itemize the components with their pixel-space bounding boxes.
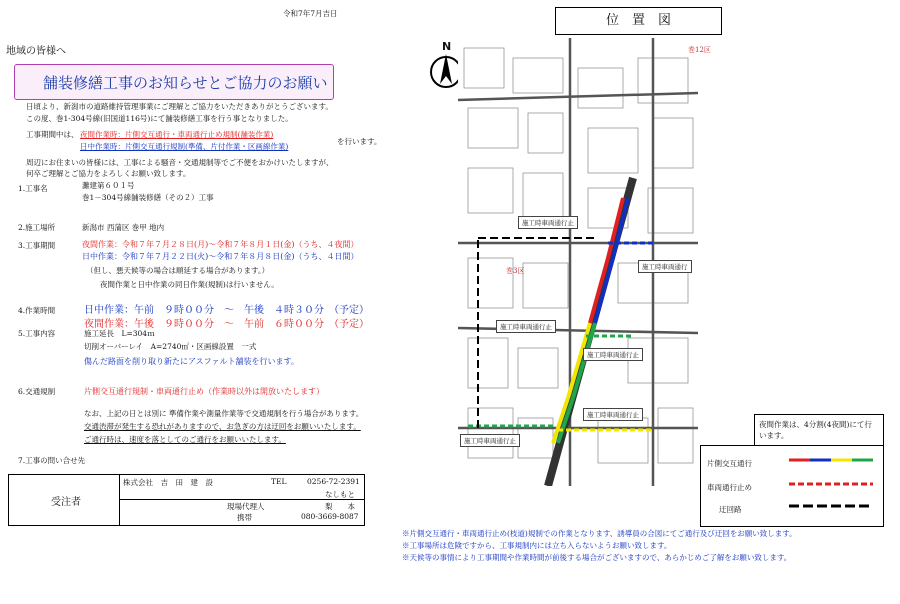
s6-value: 片側交互通行規制・車両通行止め（作業時以外は開放いたします）	[84, 387, 324, 396]
night-note-box	[754, 414, 884, 446]
map-district-2: 巻12区	[688, 46, 711, 54]
s1-line-1: 灘建第６０１号	[82, 181, 135, 190]
night-note: 夜間作業は、4分割(4夜間)にて行います。	[759, 420, 872, 440]
contractor-role: 受注者	[51, 497, 81, 508]
map-label-closure3: 施工時車両通行止	[583, 408, 643, 421]
contractor-role-cell	[9, 475, 120, 525]
s5-label: 5.工事内容	[18, 329, 56, 338]
period-intro-day: 日中作業時：片側交互通行規制(準備、片付作業・区画線作業)	[80, 142, 289, 151]
legend-alternate-swatch	[789, 456, 873, 464]
period-intro-night: 夜間作業時：片側交互通行・車両通行止め規制(舗装作業)	[80, 130, 274, 139]
legend-detour-label: 迂回路	[719, 505, 742, 514]
s2-value: 新潟市 西蒲区 巻甲 地内	[82, 223, 165, 232]
footnote-3: ※天候等の事情により工事期間や作業時間が前後する場合がございますので、あらかじめご了解をお願い致します。	[402, 553, 792, 562]
tel-label: TEL	[271, 477, 287, 486]
footnote-1: ※片側交互通行・車両通行止め(枝道)規制での作業となります、誘導員の合図にてご通行及び迂回をお願い致します。	[402, 529, 797, 538]
title-banner	[14, 64, 334, 100]
intro-line-2: この度、巻1-304号線(旧国道116号)にて舗装修繕工事を行う事となりました。	[26, 114, 293, 123]
legend-closure-swatch	[789, 480, 873, 488]
date: 令和7年7月吉日	[283, 9, 338, 18]
s3-label: 3.工事期間	[18, 241, 56, 250]
mobile-number: 080-3669-8087	[301, 512, 359, 521]
tel-number: 0256-72-2391	[307, 477, 360, 486]
legend-box	[700, 445, 884, 527]
s3-note: 夜間作業と日中作業の同日作業(規制)は行いません。	[100, 280, 279, 289]
map-label-alternate1: 施工時車両通行	[638, 260, 692, 273]
s4-day: 日中作業：午前 ９時００分 ～ 午後 ４時３０分 （予定）	[84, 305, 369, 316]
s6-p3: ご通行時は、速度を落としてのご通行をお願いいたします。	[84, 435, 286, 444]
page-title: 舗装修繕工事のお知らせとご協力のお願い	[43, 74, 328, 92]
company-name: 株式会社 吉 田 建 設	[123, 478, 213, 487]
s5-line-1: 施工延長 L=304ｍ	[84, 329, 155, 338]
s4-night: 夜間作業：午後 ９時００分 ～ 午前 ６時００分 （予定）	[84, 319, 369, 330]
location-map	[458, 38, 711, 486]
s5-line-2: 切削オーバーレイ A=2740㎡・区画線設置 一式	[84, 342, 257, 351]
s3-night: 夜間作業：令和７年７月２８日(月)～令和７年８月１日(金)（うち、４夜間）	[82, 240, 359, 249]
s1-line-2: 巻1－304号線舗装修繕（その２）工事	[82, 193, 214, 202]
mobile-label: 携帯	[237, 513, 252, 522]
period-intro-suffix: を行います。	[337, 137, 382, 146]
s7-label: 7.工事の問い合せ先	[18, 456, 86, 465]
greeting: 地域の皆様へ	[6, 46, 66, 57]
footnote-2: ※工事場所は危険ですから、工事規制内には立ち入らないようお願い致します。	[402, 541, 672, 550]
legend-alternate-label: 片側交互通行	[707, 459, 752, 468]
map-label-closure4: 施工時車両通行止	[460, 434, 520, 447]
s2-label: 2.施工場所	[18, 223, 56, 232]
map-district-1: 巻3区	[506, 267, 525, 275]
legend-closure-label: 車両通行止め	[707, 483, 752, 492]
s6-p2: 交通渋滞が発生する恐れがありますので、お急ぎの方は迂回をお願いいたします。	[84, 422, 361, 431]
map-title: 位 置 図	[555, 7, 722, 35]
s5-desc: 傷んだ路面を削り取り新たにアスファルト舗装を行います。	[84, 357, 299, 366]
agent-kana: なしもと	[325, 490, 355, 499]
s4-label: 4.作業時間	[18, 306, 56, 315]
intro-line-1: 日頃より、新潟市の道路維持管理事業にご理解とご協力をいただきありがとうございます。	[26, 102, 333, 111]
agent-name: 梨 本	[325, 502, 355, 511]
s6-label: 6.交通規制	[18, 387, 56, 396]
s3-rain: （但し、悪天候等の場合は順延する場合があります。）	[86, 266, 270, 275]
contractor-divider	[119, 499, 364, 500]
s3-day: 日中作業：令和７年７月２２日(火)～令和７年８月８日(金)（うち、４日間）	[82, 252, 359, 261]
map-label-alternate2: 施工時車両通行止	[583, 348, 643, 361]
s6-p1: なお、上記の日とは別に 準備作業や測量作業等で交通規制を行う場合があります。	[84, 409, 364, 418]
apology-line-1: 周辺にお住まいの皆様には、工事による騒音・交通規制等でご不便をおかけいたしますが、	[26, 158, 334, 167]
north-label: N	[442, 40, 452, 53]
map-label-closure1: 施工時車両通行止	[518, 216, 578, 229]
s1-label: 1.工事名	[18, 184, 48, 193]
contractor-box	[8, 474, 365, 526]
agent-label: 現場代理人	[227, 502, 265, 511]
period-intro-prefix: 工事期間中は、	[26, 130, 79, 139]
map-label-closure2: 施工時車両通行止	[496, 320, 556, 333]
apology-line-2: 何卒ご理解とご協力をよろしくお願い致します。	[26, 169, 191, 178]
legend-detour-swatch	[789, 502, 873, 510]
